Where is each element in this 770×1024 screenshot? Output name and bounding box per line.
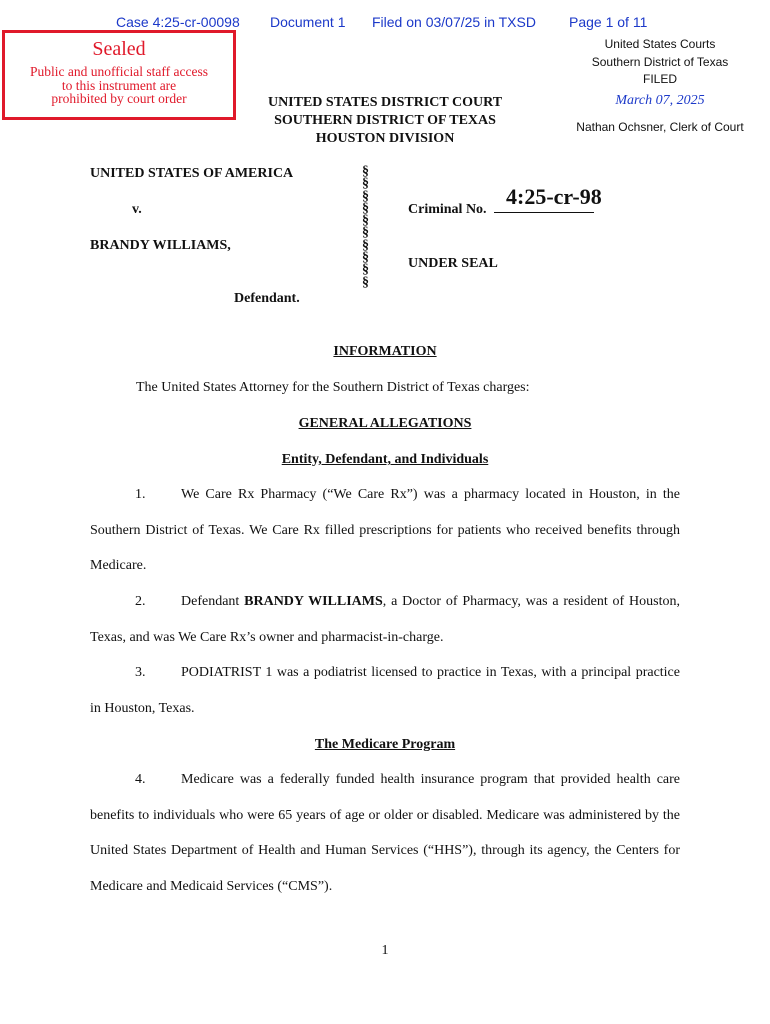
paragraph-4 <box>90 762 680 905</box>
page-number: 1 <box>381 943 389 958</box>
medicare-subheading <box>90 737 680 753</box>
section-mark: § <box>362 237 369 253</box>
filed-stamp-date: March 07, 2025 <box>615 93 705 108</box>
sealed-stamp-title: Sealed <box>92 38 146 60</box>
section-mark: § <box>362 213 369 229</box>
filed-stamp-filed: FILED <box>642 72 677 86</box>
sealed-stamp-line: prohibited by court order <box>51 91 187 106</box>
plaintiff-name: UNITED STATES OF AMERICA <box>90 166 294 181</box>
paragraph-text: Medicare was a federally funded health insurance program that provided health care benefits to individuals who were 65 years of age or older or disabled. Medicare was administered by the United States Department of Health and Human Services (“HHS”), through its agency, the Centers for Medicare and Medicaid Services (“CMS”). <box>90 772 680 895</box>
entity-subheading-text: Entity, Defendant, and Individuals <box>281 452 489 467</box>
paragraph-number: 2. <box>135 594 146 609</box>
intro-text: The United States Attorney for the Southern District of Texas charges: <box>136 380 530 395</box>
section-mark: § <box>362 262 369 278</box>
section-mark: § <box>362 176 369 192</box>
sealed-stamp-line: Public and unofficial staff access <box>30 64 208 79</box>
general-allegations-heading <box>90 416 680 432</box>
section-mark: § <box>362 188 369 204</box>
paragraph-number: 1. <box>135 487 146 502</box>
section-mark: § <box>362 200 369 216</box>
under-seal-label: UNDER SEAL <box>408 256 498 271</box>
section-mark: § <box>362 225 369 241</box>
defendant-label: Defendant. <box>234 291 300 306</box>
paragraph-3 <box>90 655 680 726</box>
filed-date-header: Filed on 03/07/25 in TXSD <box>372 14 536 30</box>
medicare-subheading-text: The Medicare Program <box>314 737 456 752</box>
criminal-no-label: Criminal No. <box>408 202 487 217</box>
defendant-name: BRANDY WILLIAMS, <box>90 238 231 253</box>
paragraph-text-post: , a Doctor of Pharmacy, was a resident of Houston, Texas, and was We Care Rx’s owner and pharmacist-in-charge. <box>90 594 680 645</box>
paragraph-number: 3. <box>135 665 146 680</box>
court-district: SOUTHERN DISTRICT OF TEXAS <box>274 113 496 128</box>
paragraph-text-pre: Defendant <box>181 594 245 609</box>
paragraph-2 <box>90 584 680 655</box>
page-count-header: Page 1 of 11 <box>569 14 648 30</box>
filed-stamp-clerk: Nathan Ochsner, Clerk of Court <box>576 120 744 134</box>
entity-subheading <box>90 452 680 468</box>
defendant-name-inline: BRANDY WILLIAMS <box>244 594 383 609</box>
sealed-stamp-text <box>2 65 236 106</box>
document-title-text: INFORMATION <box>333 344 437 359</box>
section-mark: § <box>362 274 369 290</box>
section-marks-column <box>362 166 369 289</box>
court-division: HOUSTON DIVISION <box>315 131 455 146</box>
section-mark: § <box>362 250 369 266</box>
versus-label: v. <box>132 202 142 217</box>
paragraph-1 <box>90 477 680 584</box>
document-number-header: Document 1 <box>270 14 346 30</box>
case-number-header: Case 4:25-cr-00098 <box>116 14 240 30</box>
filed-stamp-district: Southern District of Texas <box>591 55 729 69</box>
sealed-stamp-line: to this instrument are <box>61 77 177 93</box>
case-number-underline <box>494 212 594 213</box>
filed-stamp-courts: United States Courts <box>604 37 716 51</box>
paragraph-text: PODIATRIST 1 was a podiatrist licensed to practice in Texas, with a principal practice in Houston, Texas. <box>90 665 680 716</box>
paragraph-text: We Care Rx Pharmacy (“We Care Rx”) was a pharmacy located in Houston, in the Southern District of Texas. We Care Rx filled prescriptions for patients who received benefits through Medicare. <box>90 487 680 574</box>
court-name: UNITED STATES DISTRICT COURT <box>267 95 503 110</box>
document-title <box>90 344 680 360</box>
criminal-case-number: 4:25-cr-98 <box>506 184 602 209</box>
general-allegations-text: GENERAL ALLEGATIONS <box>298 416 472 431</box>
paragraph-number: 4. <box>135 772 146 787</box>
section-mark: § <box>362 164 369 179</box>
